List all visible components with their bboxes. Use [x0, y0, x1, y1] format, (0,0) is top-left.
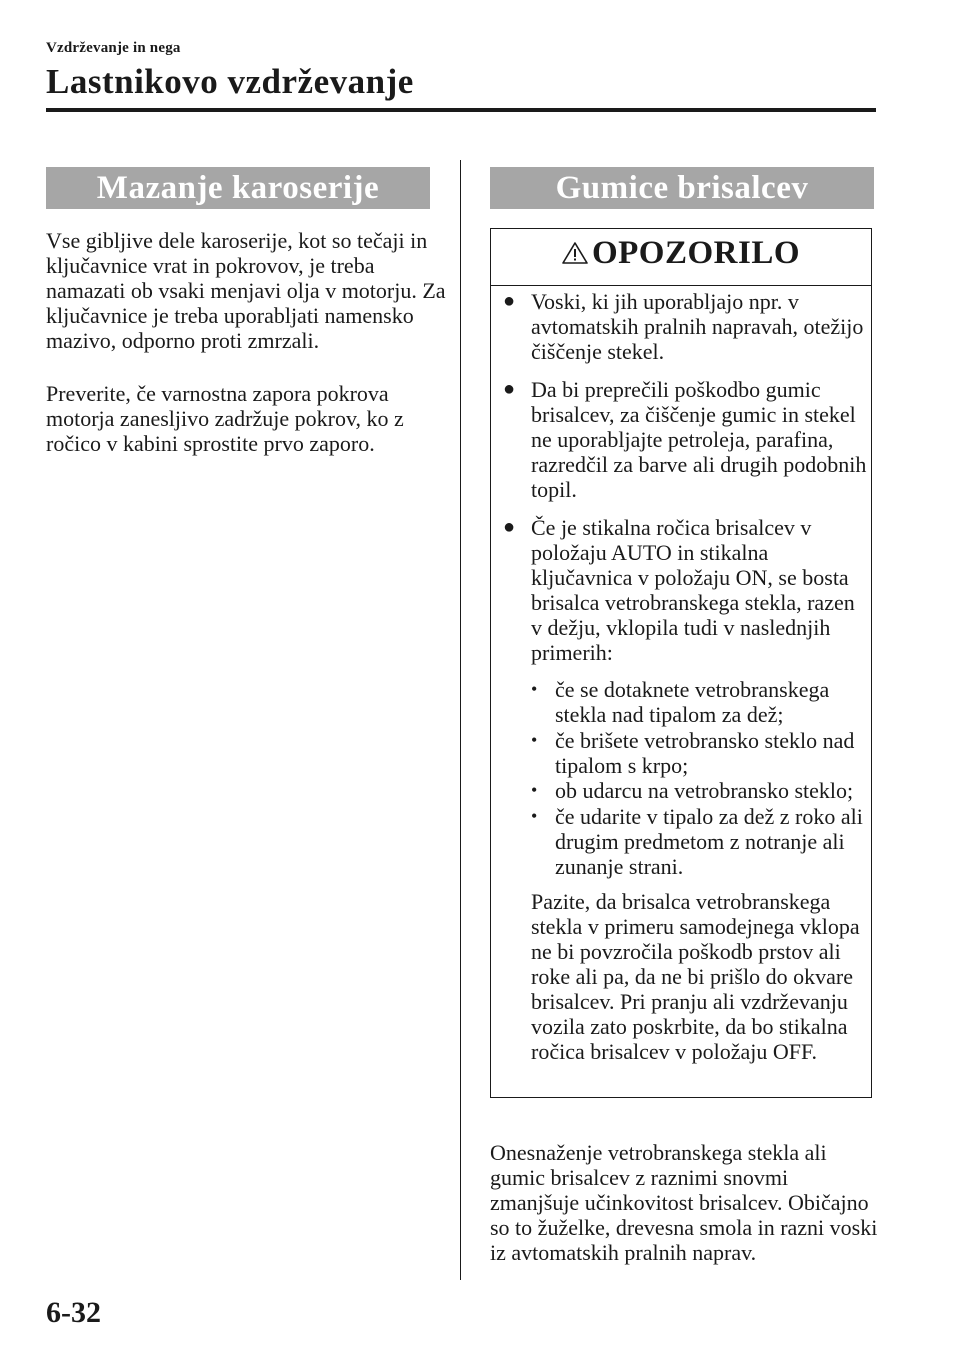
sub-bullet-icon: • — [531, 679, 538, 699]
warning-title-text: OPOZORILO — [591, 235, 801, 271]
warning-item-text: Če je stikalna ročica brisalcev v položaju AUTO in stikalna ključavnica v položaju ON, se bosta brisalca vetrobranskega stekla, razen v dežju, vklopila tudi v naslednjih primerih: — [531, 515, 855, 665]
sub-bullet-icon: • — [531, 806, 538, 826]
sub-bullet-icon: • — [531, 780, 538, 800]
warning-title-rule — [491, 285, 871, 286]
page-number: 6-32 — [46, 1296, 101, 1329]
running-head: Vzdrževanje in nega — [46, 40, 181, 56]
bullet-icon: ● — [503, 378, 516, 400]
chapter-title: Lastnikovo vzdrževanje — [46, 62, 414, 101]
warning-note: Pazite, da brisalca vetrobranskega stekla v primeru samodejnega vklopa ne bi povzročila poškodb prstov ali roke ali pa, da ne bi prišlo do okvare brisalcev. Pri pranju ali vzdrževanju vozila zato poskrbite, da bo stikalna ročica brisalcev v položaju OFF. — [531, 889, 860, 1064]
sub-bullet-icon: • — [531, 730, 538, 750]
warning-item-text: Voski, ki jih uporabljajo npr. v avtomatskih pralnih napravah, otežijo čiščenje stekel. — [531, 289, 864, 364]
warning-sub-item-text: če udarite v tipalo za dež z roko ali drugim predmetom z notranje ali zunanje strani. — [555, 804, 863, 879]
section-title-wiper-blades: Gumice brisalcev — [490, 167, 874, 209]
warning-title — [491, 235, 871, 272]
warning-sub-item-text: če se dotaknete vetrobranskega stekla nad tipalom za dež; — [555, 677, 830, 727]
body-lubrication-paragraph-1: Vse gibljive dele karoserije, kot so tečaji in ključavnice vrat in pokrovov, je treba namazati ob vsaki menjavi olja v motorju. Za ključavnice je treba uporabljati namensko mazivo, odporno proti zmrzali. — [46, 228, 446, 353]
body-lubrication-paragraph-2: Preverite, če varnostna zapora pokrova motorja zanesljivo zadržuje pokrov, ko z ročico v kabini sprostite prvo zaporo. — [46, 381, 404, 456]
section-title-body-lubrication: Mazanje karoserije — [46, 167, 430, 209]
warning-triangle-icon — [562, 241, 588, 265]
warning-box — [490, 228, 872, 1098]
warning-sub-item-text: ob udarcu na vetrobransko steklo; — [555, 778, 854, 803]
bullet-icon: ● — [503, 516, 516, 538]
warning-sub-item-text: če brišete vetrobransko steklo nad tipalom s krpo; — [555, 728, 855, 778]
column-divider — [460, 160, 461, 1280]
bullet-icon: ● — [503, 290, 516, 312]
warning-item-text: Da bi preprečili poškodbo gumic brisalcev, za čiščenje gumic in stekel ne uporabljajte petroleja, parafina, razredčil za barve ali drugih podobnih topil. — [531, 377, 867, 502]
header-rule — [46, 108, 876, 112]
wiper-paragraph: Onesnaženje vetrobranskega stekla ali gumic brisalcev z raznimi snovmi zmanjšuje učinkovitost brisalcev. Običajno so to žuželke, drevesna smola in razni voski iz avtomatskih pralnih naprav. — [490, 1140, 878, 1265]
